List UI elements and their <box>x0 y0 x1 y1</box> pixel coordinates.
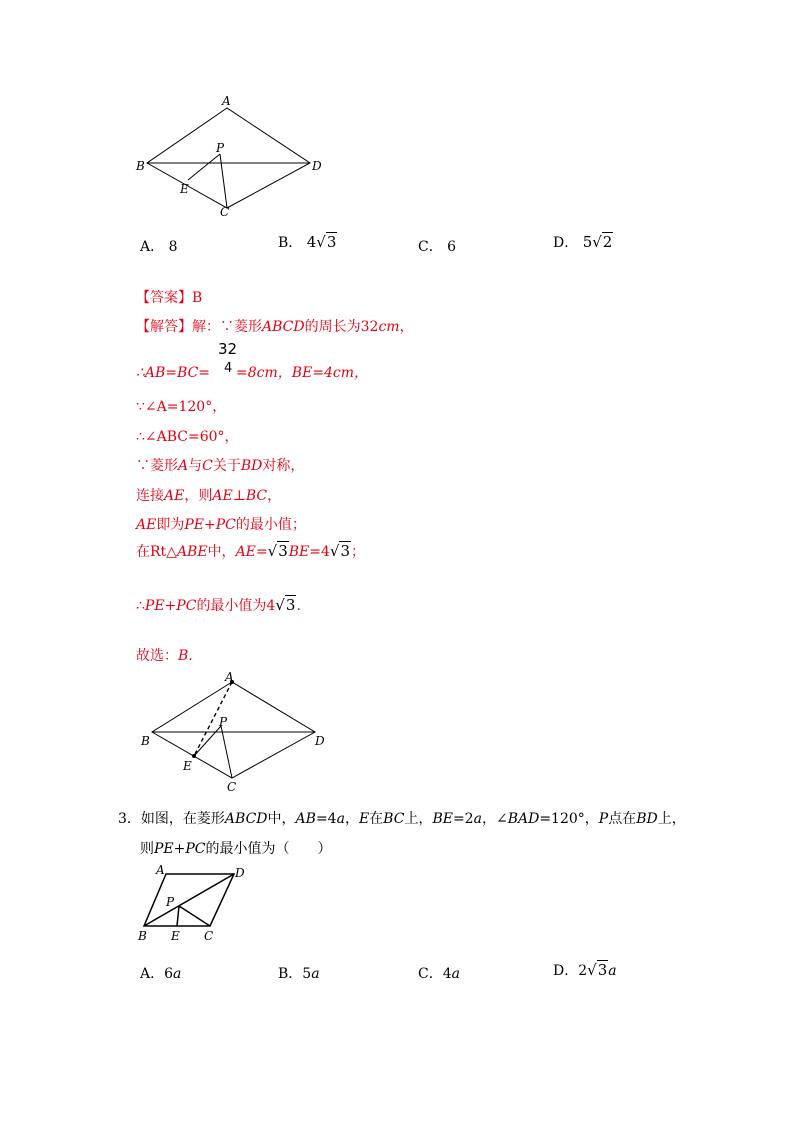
q2-option-b[interactable] <box>278 232 337 252</box>
question-number: 3． <box>118 811 141 827</box>
q3-option-c[interactable]: C．4a <box>418 966 460 982</box>
label-E: E <box>180 182 189 196</box>
label-E: E <box>171 929 180 943</box>
radical-sqrt3: √3 <box>329 542 351 560</box>
solution-line-6: 连接AE，则AE⊥BC， <box>136 488 282 504</box>
option-letter: C． <box>418 239 443 255</box>
q3-line-2: 则PE+PC的最小值为（ ） <box>140 841 332 857</box>
q2-option-c[interactable] <box>418 236 456 256</box>
radical-sqrt3: √3 <box>267 542 288 560</box>
label-P: P <box>166 895 175 909</box>
label-D: D <box>235 866 245 880</box>
label-D: D <box>315 734 325 748</box>
label-C: C <box>220 205 230 219</box>
answer-tag: 【答案】 <box>136 290 192 306</box>
solution-line-9: ∴PE+PC的最小值为4√3. <box>136 596 301 614</box>
solution-line-7: AE即为PE+PC的最小值； <box>136 517 306 533</box>
q3-option-b[interactable]: B．5a <box>278 966 320 982</box>
label-C: C <box>204 929 214 943</box>
q3-line-1: 3．如图，在菱形ABCD中，AB=4a，E在BC上，BE=2a，∠BAD=120°，P点在BD上， <box>118 811 686 827</box>
solution-line-8: 在Rt△ABE中，AE=√3BE=4√3； <box>136 542 366 560</box>
solution-line-4: ∴∠ABC=60°， <box>136 429 239 445</box>
label-C: C <box>227 780 237 794</box>
solution-line-1: 【解答】解：∵菱形ABCD的周长为32cm， <box>136 319 414 335</box>
option-letter: A． <box>140 239 165 255</box>
label-A: A <box>156 863 165 877</box>
solution-line-10: 故选：B. <box>136 648 193 664</box>
label-A: A <box>225 670 234 684</box>
q3-option-d[interactable]: D．2√3a <box>553 961 617 979</box>
q2-option-d[interactable] <box>553 232 613 252</box>
q3-option-a[interactable]: A．6a <box>140 966 182 982</box>
rhombus-figure-1 <box>130 90 330 220</box>
radical-sqrt3: √3 <box>587 961 608 979</box>
radical-4-sqrt3: 4√3 <box>306 233 337 251</box>
label-D: D <box>312 159 322 173</box>
label-P: P <box>219 715 228 729</box>
option-letter: B． <box>278 235 303 251</box>
fraction-denominator: 4 <box>224 361 233 376</box>
label-E: E <box>183 759 192 773</box>
option-value: 6 <box>447 239 457 255</box>
rhombus-figure-3 <box>136 862 266 947</box>
solution-line-3: ∵∠A=120°， <box>136 399 227 415</box>
rhombus-figure-2 <box>135 670 335 795</box>
label-B: B <box>138 929 147 943</box>
option-value: 8 <box>168 239 178 255</box>
answer-value: B <box>192 290 203 306</box>
fraction-numerator: 32 <box>218 340 238 358</box>
radical-5-sqrt2: 5√2 <box>582 233 613 251</box>
q2-option-a[interactable] <box>140 236 178 256</box>
label-P: P <box>216 141 225 155</box>
label-B: B <box>136 159 145 173</box>
label-A: A <box>222 94 231 108</box>
answer-line <box>136 287 202 307</box>
label-B: B <box>141 734 150 748</box>
option-letter: D． <box>553 235 579 251</box>
solution-line-2: ∴AB=BC= =8cm，BE=4cm， <box>136 365 369 381</box>
radical-sqrt3: √3 <box>275 596 296 614</box>
solution-line-5: ∵菱形A与C关于BD对称， <box>136 458 305 474</box>
